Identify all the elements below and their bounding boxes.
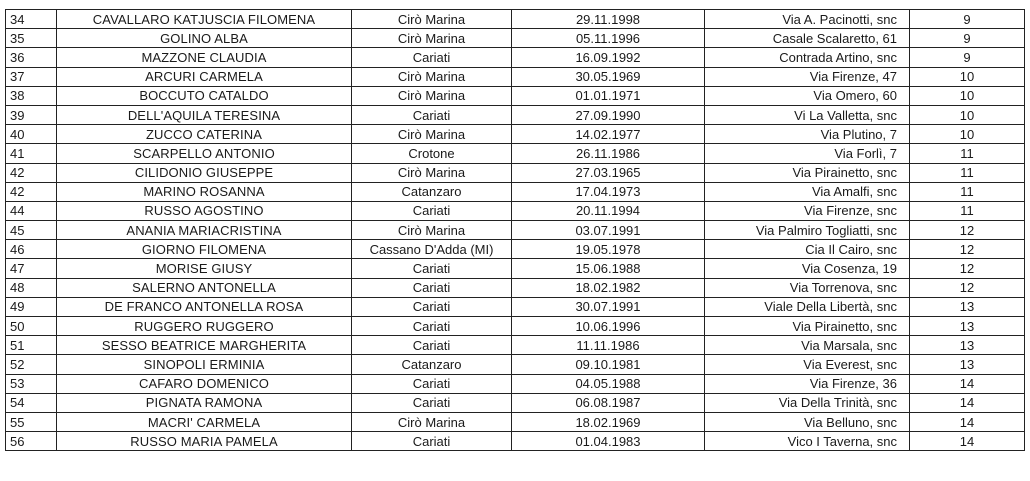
row-number-cell: 52 xyxy=(6,355,57,374)
row-number-cell: 54 xyxy=(6,393,57,412)
birthplace-cell: Cariati xyxy=(352,297,512,316)
address-cell: Via Belluno, snc xyxy=(705,412,910,431)
birthplace-cell: Cariati xyxy=(352,374,512,393)
birth-date-cell: 11.11.1986 xyxy=(512,336,705,355)
row-number-cell: 50 xyxy=(6,317,57,336)
birth-date-cell: 14.02.1977 xyxy=(512,125,705,144)
score-cell: 11 xyxy=(910,182,1025,201)
address-cell: Via Marsala, snc xyxy=(705,336,910,355)
score-cell: 10 xyxy=(910,86,1025,105)
birth-date-cell: 19.05.1978 xyxy=(512,240,705,259)
table-row xyxy=(6,221,1025,240)
ranking-table-body xyxy=(6,10,1025,451)
table-row xyxy=(6,201,1025,220)
birthplace-cell: Cirò Marina xyxy=(352,29,512,48)
birth-date-cell: 27.03.1965 xyxy=(512,163,705,182)
birthplace-cell: Cirò Marina xyxy=(352,67,512,86)
score-cell: 11 xyxy=(910,144,1025,163)
table-row xyxy=(6,105,1025,124)
birthplace-cell: Cariati xyxy=(352,393,512,412)
full-name-cell: CAFARO DOMENICO xyxy=(57,374,352,393)
birthplace-cell: Cariati xyxy=(352,278,512,297)
birth-date-cell: 18.02.1969 xyxy=(512,412,705,431)
full-name-cell: MAZZONE CLAUDIA xyxy=(57,48,352,67)
table-row xyxy=(6,374,1025,393)
birth-date-cell: 30.07.1991 xyxy=(512,297,705,316)
table-row xyxy=(6,432,1025,451)
full-name-cell: SCARPELLO ANTONIO xyxy=(57,144,352,163)
row-number-cell: 34 xyxy=(6,10,57,29)
score-cell: 14 xyxy=(910,432,1025,451)
table-row xyxy=(6,125,1025,144)
table-row xyxy=(6,182,1025,201)
birthplace-cell: Cirò Marina xyxy=(352,412,512,431)
table-row xyxy=(6,317,1025,336)
score-cell: 10 xyxy=(910,125,1025,144)
address-cell: Via Palmiro Togliatti, snc xyxy=(705,221,910,240)
birthplace-cell: Cariati xyxy=(352,259,512,278)
address-cell: Vico I Taverna, snc xyxy=(705,432,910,451)
full-name-cell: ZUCCO CATERINA xyxy=(57,125,352,144)
address-cell: Vi La Valletta, snc xyxy=(705,105,910,124)
row-number-cell: 55 xyxy=(6,412,57,431)
full-name-cell: MORISE GIUSY xyxy=(57,259,352,278)
address-cell: Via Torrenova, snc xyxy=(705,278,910,297)
full-name-cell: GOLINO ALBA xyxy=(57,29,352,48)
table-row xyxy=(6,355,1025,374)
address-cell: Viale Della Libertà, snc xyxy=(705,297,910,316)
birth-date-cell: 29.11.1998 xyxy=(512,10,705,29)
score-cell: 13 xyxy=(910,336,1025,355)
table-row xyxy=(6,67,1025,86)
score-cell: 13 xyxy=(910,355,1025,374)
row-number-cell: 44 xyxy=(6,201,57,220)
address-cell: Via Firenze, 47 xyxy=(705,67,910,86)
birth-date-cell: 05.11.1996 xyxy=(512,29,705,48)
full-name-cell: MACRI' CARMELA xyxy=(57,412,352,431)
full-name-cell: ARCURI CARMELA xyxy=(57,67,352,86)
table-row xyxy=(6,10,1025,29)
full-name-cell: RUGGERO RUGGERO xyxy=(57,317,352,336)
birthplace-cell: Cirò Marina xyxy=(352,86,512,105)
birthplace-cell: Cariati xyxy=(352,336,512,355)
table-row xyxy=(6,29,1025,48)
birthplace-cell: Cirò Marina xyxy=(352,221,512,240)
birth-date-cell: 18.02.1982 xyxy=(512,278,705,297)
full-name-cell: SINOPOLI ERMINIA xyxy=(57,355,352,374)
score-cell: 10 xyxy=(910,67,1025,86)
score-cell: 14 xyxy=(910,393,1025,412)
full-name-cell: RUSSO AGOSTINO xyxy=(57,201,352,220)
full-name-cell: PIGNATA RAMONA xyxy=(57,393,352,412)
address-cell: Via Firenze, snc xyxy=(705,201,910,220)
row-number-cell: 46 xyxy=(6,240,57,259)
score-cell: 14 xyxy=(910,374,1025,393)
address-cell: Via Pirainetto, snc xyxy=(705,163,910,182)
full-name-cell: SALERNO ANTONELLA xyxy=(57,278,352,297)
birth-date-cell: 17.04.1973 xyxy=(512,182,705,201)
birthplace-cell: Cirò Marina xyxy=(352,163,512,182)
full-name-cell: CAVALLARO KATJUSCIA FILOMENA xyxy=(57,10,352,29)
full-name-cell: DE FRANCO ANTONELLA ROSA xyxy=(57,297,352,316)
score-cell: 9 xyxy=(910,10,1025,29)
table-row xyxy=(6,259,1025,278)
table-row xyxy=(6,240,1025,259)
score-cell: 13 xyxy=(910,317,1025,336)
address-cell: Via A. Pacinotti, snc xyxy=(705,10,910,29)
address-cell: Via Cosenza, 19 xyxy=(705,259,910,278)
row-number-cell: 36 xyxy=(6,48,57,67)
row-number-cell: 48 xyxy=(6,278,57,297)
birth-date-cell: 04.05.1988 xyxy=(512,374,705,393)
full-name-cell: GIORNO FILOMENA xyxy=(57,240,352,259)
birth-date-cell: 30.05.1969 xyxy=(512,67,705,86)
birthplace-cell: Cariati xyxy=(352,48,512,67)
row-number-cell: 39 xyxy=(6,105,57,124)
score-cell: 10 xyxy=(910,105,1025,124)
full-name-cell: CILIDONIO GIUSEPPE xyxy=(57,163,352,182)
table-row xyxy=(6,144,1025,163)
row-number-cell: 56 xyxy=(6,432,57,451)
table-row xyxy=(6,86,1025,105)
address-cell: Via Forlì, 7 xyxy=(705,144,910,163)
row-number-cell: 49 xyxy=(6,297,57,316)
score-cell: 12 xyxy=(910,240,1025,259)
birth-date-cell: 01.04.1983 xyxy=(512,432,705,451)
full-name-cell: MARINO ROSANNA xyxy=(57,182,352,201)
address-cell: Via Plutino, 7 xyxy=(705,125,910,144)
table-row xyxy=(6,48,1025,67)
score-cell: 12 xyxy=(910,259,1025,278)
full-name-cell: RUSSO MARIA PAMELA xyxy=(57,432,352,451)
birth-date-cell: 27.09.1990 xyxy=(512,105,705,124)
table-row xyxy=(6,163,1025,182)
birth-date-cell: 15.06.1988 xyxy=(512,259,705,278)
birthplace-cell: Catanzaro xyxy=(352,182,512,201)
birthplace-cell: Cariati xyxy=(352,432,512,451)
row-number-cell: 37 xyxy=(6,67,57,86)
address-cell: Via Omero, 60 xyxy=(705,86,910,105)
full-name-cell: DELL'AQUILA TERESINA xyxy=(57,105,352,124)
birth-date-cell: 06.08.1987 xyxy=(512,393,705,412)
birth-date-cell: 26.11.1986 xyxy=(512,144,705,163)
row-number-cell: 53 xyxy=(6,374,57,393)
score-cell: 13 xyxy=(910,297,1025,316)
birthplace-cell: Cirò Marina xyxy=(352,10,512,29)
birthplace-cell: Cassano D'Adda (MI) xyxy=(352,240,512,259)
row-number-cell: 35 xyxy=(6,29,57,48)
birth-date-cell: 16.09.1992 xyxy=(512,48,705,67)
address-cell: Via Della Trinità, snc xyxy=(705,393,910,412)
table-row xyxy=(6,278,1025,297)
address-cell: Casale Scalaretto, 61 xyxy=(705,29,910,48)
birth-date-cell: 01.01.1971 xyxy=(512,86,705,105)
full-name-cell: SESSO BEATRICE MARGHERITA xyxy=(57,336,352,355)
address-cell: Via Firenze, 36 xyxy=(705,374,910,393)
table-row xyxy=(6,297,1025,316)
table-row xyxy=(6,412,1025,431)
address-cell: Cia Il Cairo, snc xyxy=(705,240,910,259)
score-cell: 12 xyxy=(910,278,1025,297)
score-cell: 9 xyxy=(910,29,1025,48)
birthplace-cell: Catanzaro xyxy=(352,355,512,374)
score-cell: 11 xyxy=(910,201,1025,220)
birth-date-cell: 10.06.1996 xyxy=(512,317,705,336)
table-row xyxy=(6,336,1025,355)
row-number-cell: 41 xyxy=(6,144,57,163)
address-cell: Contrada Artino, snc xyxy=(705,48,910,67)
row-number-cell: 42 xyxy=(6,182,57,201)
address-cell: Via Everest, snc xyxy=(705,355,910,374)
score-cell: 9 xyxy=(910,48,1025,67)
address-cell: Via Amalfi, snc xyxy=(705,182,910,201)
birth-date-cell: 09.10.1981 xyxy=(512,355,705,374)
birth-date-cell: 20.11.1994 xyxy=(512,201,705,220)
address-cell: Via Pirainetto, snc xyxy=(705,317,910,336)
table-row xyxy=(6,393,1025,412)
full-name-cell: BOCCUTO CATALDO xyxy=(57,86,352,105)
score-cell: 12 xyxy=(910,221,1025,240)
row-number-cell: 42 xyxy=(6,163,57,182)
birthplace-cell: Cirò Marina xyxy=(352,125,512,144)
ranking-table xyxy=(5,9,1025,451)
score-cell: 14 xyxy=(910,412,1025,431)
birthplace-cell: Cariati xyxy=(352,105,512,124)
row-number-cell: 45 xyxy=(6,221,57,240)
birthplace-cell: Crotone xyxy=(352,144,512,163)
row-number-cell: 40 xyxy=(6,125,57,144)
score-cell: 11 xyxy=(910,163,1025,182)
row-number-cell: 38 xyxy=(6,86,57,105)
row-number-cell: 51 xyxy=(6,336,57,355)
full-name-cell: ANANIA MARIACRISTINA xyxy=(57,221,352,240)
birthplace-cell: Cariati xyxy=(352,317,512,336)
birth-date-cell: 03.07.1991 xyxy=(512,221,705,240)
birthplace-cell: Cariati xyxy=(352,201,512,220)
row-number-cell: 47 xyxy=(6,259,57,278)
